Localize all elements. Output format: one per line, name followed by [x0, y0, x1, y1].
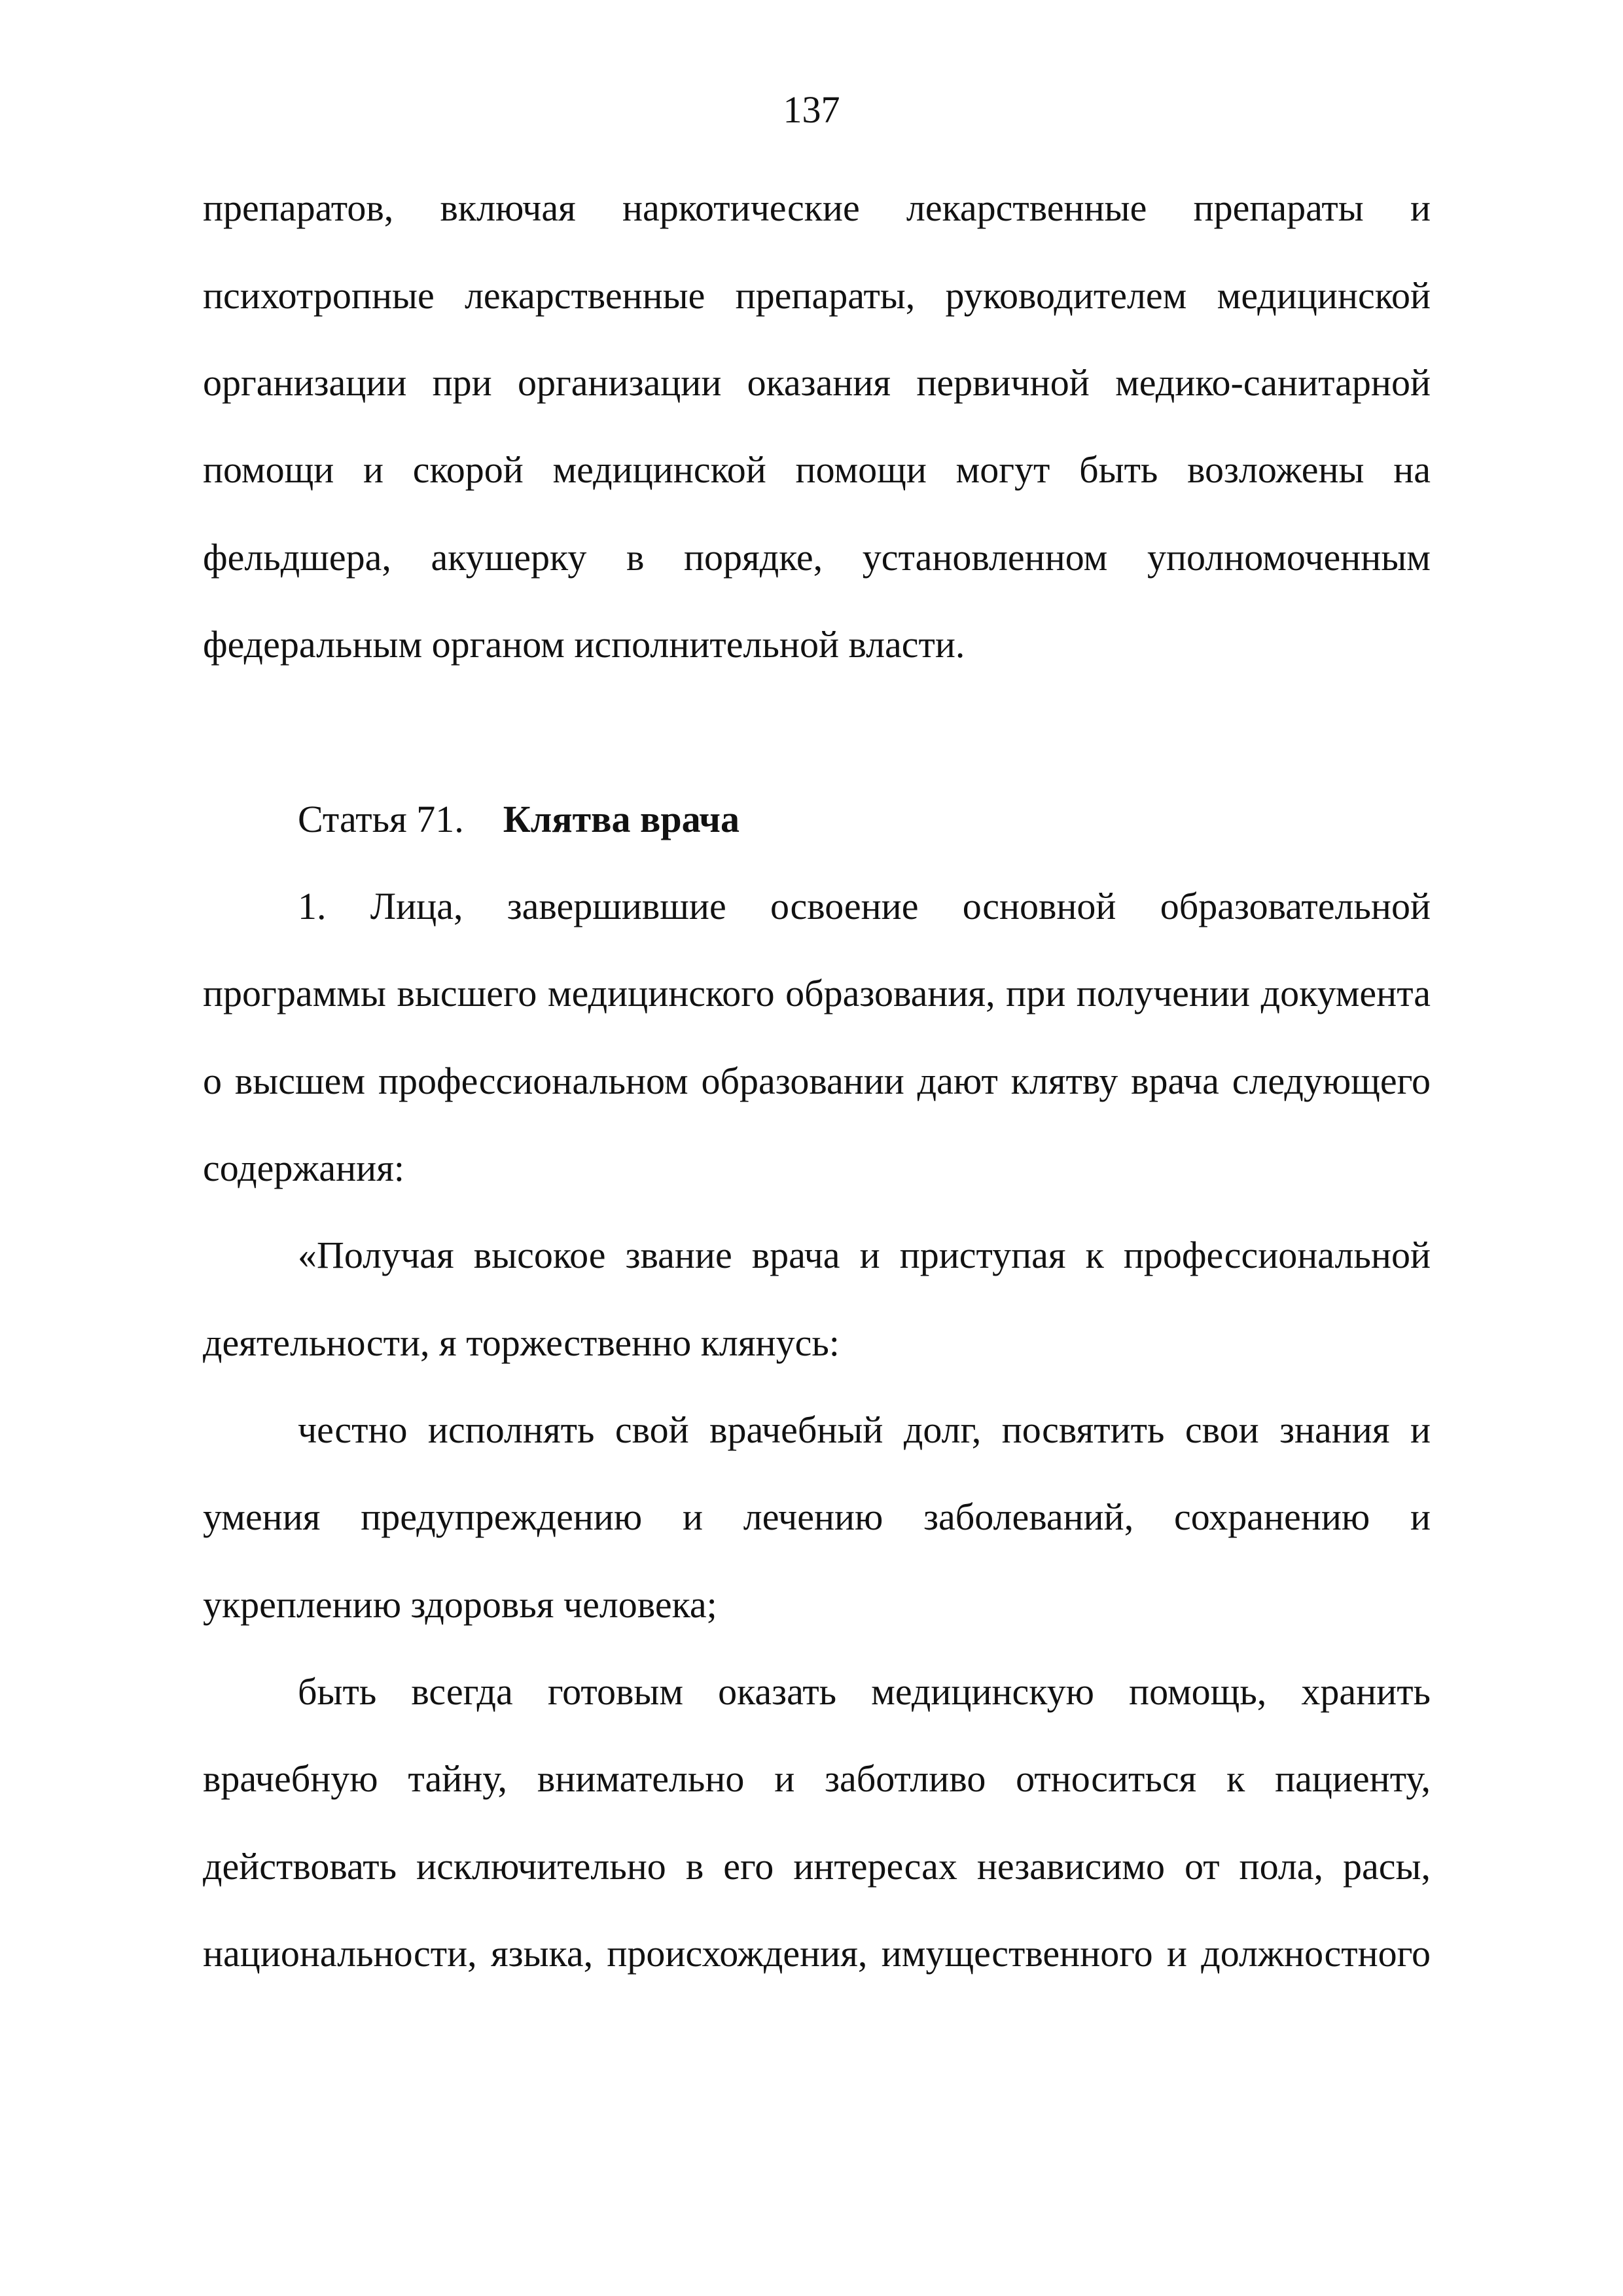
paragraph-line: честно исполнять свой врачебный долг, посвятить свои знания и: [298, 1408, 1431, 1451]
paragraph-line: быть всегда готовым оказать медицинскую помощь, хранить: [298, 1670, 1431, 1713]
page-number: 137: [783, 88, 840, 131]
paragraph-line: помощи и скорой медицинской помощи могут быть возложены на: [203, 448, 1431, 491]
paragraph-line: деятельности, я торжественно клянусь:: [203, 1321, 840, 1364]
paragraph-line: федеральным органом исполнительной власти.: [203, 623, 965, 666]
paragraph-line: о высшем профессиональном образовании дают клятву врача следующего: [203, 1060, 1431, 1102]
paragraph-line: содержания:: [203, 1147, 405, 1189]
article-title: Клятва врача: [503, 798, 740, 840]
paragraph-line: препаратов, включая наркотические лекарственные препараты и: [203, 187, 1431, 229]
paragraph-line: укреплению здоровья человека;: [203, 1583, 717, 1626]
paragraph-line: психотропные лекарственные препараты, руководителем медицинской: [203, 274, 1431, 317]
paragraph-line: врачебную тайну, внимательно и заботливо относиться к пациенту,: [203, 1757, 1431, 1800]
paragraph-line: организации при организации оказания первичной медико-санитарной: [203, 361, 1431, 404]
paragraph-line: национальности, языка, происхождения, имущественного и должностного: [203, 1932, 1431, 1975]
paragraph-line: 1. Лица, завершившие освоение основной образовательной: [298, 885, 1431, 927]
article-number: Статья 71.: [298, 798, 464, 840]
paragraph-line: действовать исключительно в его интересах независимо от пола, расы,: [203, 1845, 1431, 1888]
article-heading: [298, 793, 740, 846]
paragraph-line: умения предупреждению и лечению заболеваний, сохранению и: [203, 1496, 1431, 1538]
paragraph-line: фельдшера, акушерку в порядке, установленном уполномоченным: [203, 536, 1431, 579]
paragraph-line: программы высшего медицинского образования, при получении документа: [203, 972, 1431, 1014]
paragraph-line: «Получая высокое звание врача и приступая к профессиональной: [298, 1234, 1431, 1276]
